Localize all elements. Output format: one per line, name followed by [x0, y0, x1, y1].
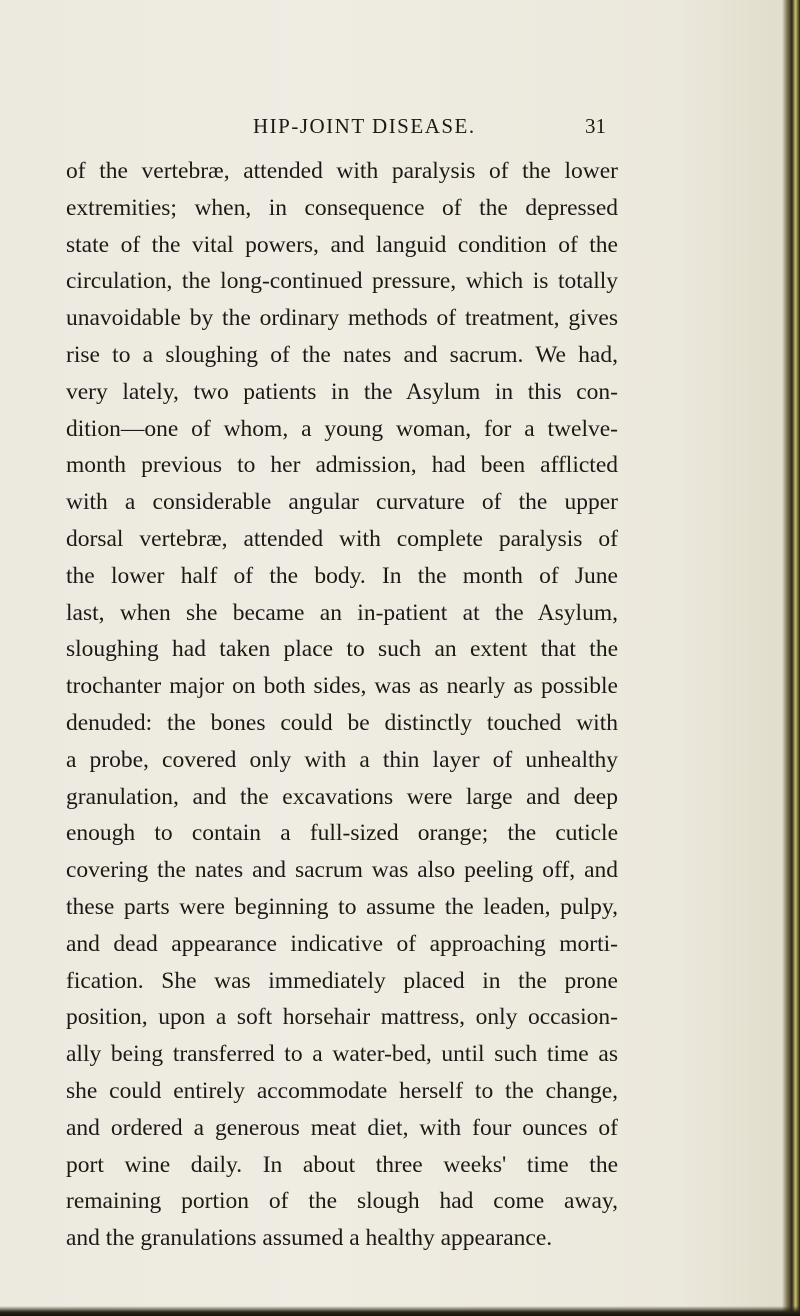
text-line: unavoidable by the ordinary methods of treatment, gives — [66, 305, 618, 332]
text-line-last: and the granulations assumed a healthy appearance. — [66, 1225, 553, 1252]
text-line: these parts were beginning to assume the leaden, pulpy, — [66, 893, 618, 920]
bottom-edge-shadow — [0, 1306, 800, 1316]
text-line: state of the vital powers, and languid condition of the — [66, 231, 618, 258]
text-line: ally being transferred to a water-bed, until such time as — [66, 1041, 618, 1068]
text-line: and ordered a generous meat diet, with four ounces of — [66, 1114, 618, 1141]
text-line: very lately, two patients in the Asylum in this con- — [66, 378, 618, 405]
text-line: trochanter major on both sides, was as nearly as possible — [66, 673, 618, 700]
text-line: the lower half of the body. In the month of June — [66, 562, 618, 589]
running-head — [0, 114, 800, 144]
text-line: dorsal vertebræ, attended with complete paralysis of — [66, 525, 618, 552]
text-line: position, upon a soft horsehair mattress, only occasion- — [66, 1004, 618, 1031]
text-line: of the vertebræ, attended with paralysis of the lower — [66, 158, 618, 184]
binding-edge — [782, 0, 800, 1316]
text-line: port wine daily. In about three weeks' time the — [66, 1151, 618, 1178]
text-line: granulation, and the excavations were large and deep — [66, 783, 618, 810]
text-line: rise to a sloughing of the nates and sacrum. We had, — [66, 341, 618, 368]
text-line: covering the nates and sacrum was also peeling off, and — [66, 857, 618, 884]
text-line: a probe, covered only with a thin layer of unhealthy — [66, 746, 618, 773]
text-line: and dead appearance indicative of approaching morti- — [66, 930, 618, 957]
text-line: circulation, the long-continued pressure, which is totally — [66, 268, 618, 295]
body-text — [66, 153, 618, 1257]
text-line: extremities; when, in consequence of the depressed — [66, 194, 618, 221]
text-line: last, when she became an in-patient at the Asylum, — [66, 599, 618, 626]
text-line: month previous to her admission, had been afflicted — [66, 452, 618, 479]
text-line: she could entirely accommodate herself to the change, — [66, 1077, 618, 1104]
text-line: with a considerable angular curvature of the upper — [66, 489, 618, 516]
text-line: dition—one of whom, a young woman, for a twelve- — [66, 415, 618, 442]
running-head-title: HIP-JOINT DISEASE. — [253, 114, 476, 138]
text-line: fication. She was immediately placed in the prone — [66, 967, 618, 994]
page-number: 31 — [585, 114, 606, 138]
text-line: enough to contain a full-sized orange; the cuticle — [66, 820, 618, 847]
text-line: remaining portion of the slough had come away, — [66, 1188, 618, 1215]
text-line: sloughing had taken place to such an extent that the — [66, 636, 618, 663]
text-line: denuded: the bones could be distinctly touched with — [66, 709, 618, 736]
